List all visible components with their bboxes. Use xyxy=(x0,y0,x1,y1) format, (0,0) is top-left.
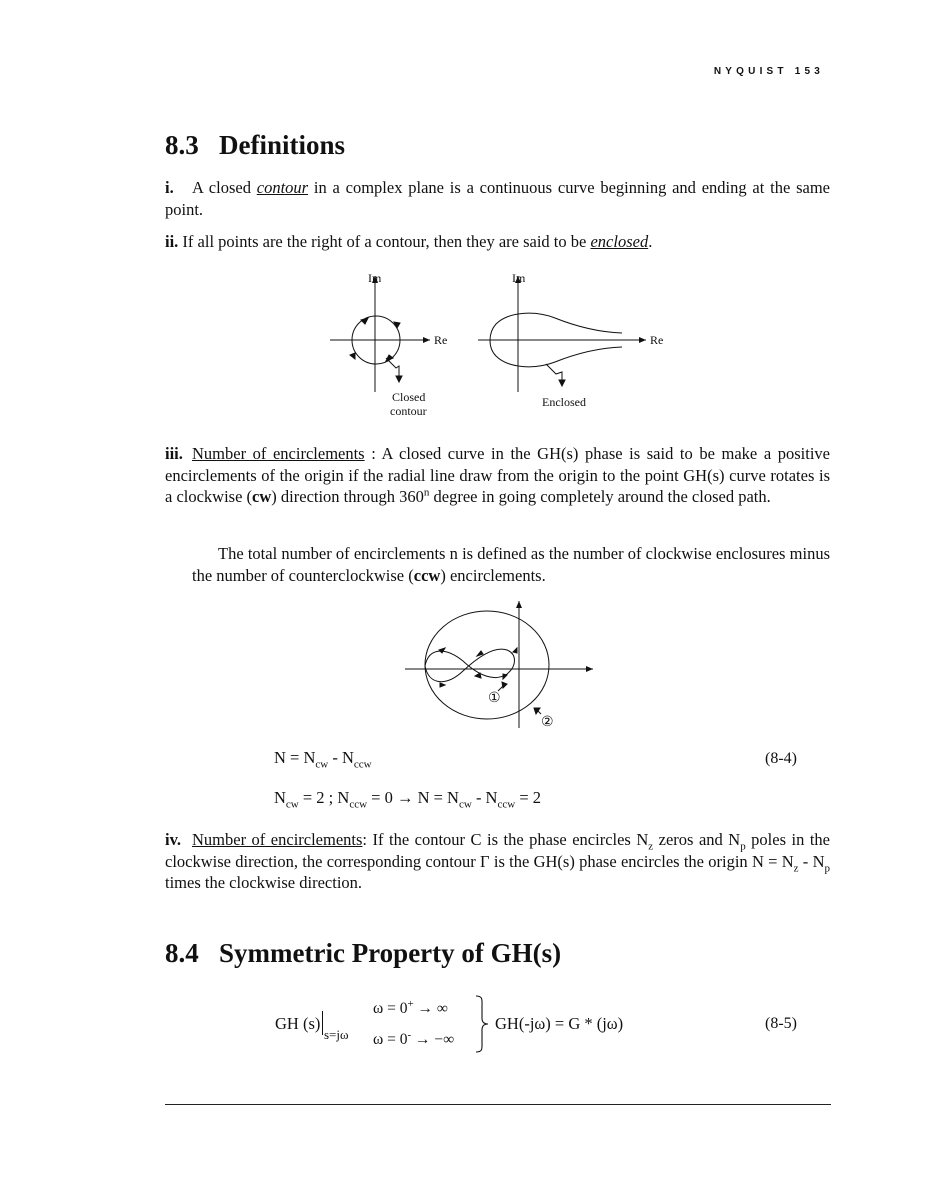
term-number-of-encirclements: Number of encirclements xyxy=(192,444,365,463)
paragraph-total-encirclements: The total number of encirclements n is defined as the number of clockwise enclosures minus the number of counterclockwise (ccw) encirclements. xyxy=(192,544,830,585)
item-label: iii. xyxy=(165,444,183,463)
arrowhead-icon xyxy=(475,673,481,678)
equation-8-5-lower-range: ω = 0- → −∞ xyxy=(373,1028,455,1048)
definition-item-i: i. A closed contour in a complex plane is a continuous curve beginning and ending at the same point. xyxy=(165,178,830,219)
right-brace xyxy=(474,994,490,1054)
caption-enclosed: Enclosed xyxy=(542,395,586,409)
term-number-of-encirclements: Number of encirclements xyxy=(192,830,363,849)
closed-contour-plot xyxy=(330,276,430,392)
arrowhead-icon xyxy=(350,353,355,359)
arrowhead-icon xyxy=(440,683,445,687)
caption-contour: contour xyxy=(390,404,427,418)
equation-8-5-lhs: GH (s) xyxy=(275,1014,321,1033)
evaluation-bar xyxy=(322,1011,323,1035)
outer-contour xyxy=(425,611,549,719)
enclosed-region-plot xyxy=(478,276,646,392)
footer-rule xyxy=(165,1104,831,1105)
item-label: iv. xyxy=(165,830,182,849)
im-label: Im xyxy=(512,271,526,285)
equation-8-4-line1: $N = N_{cw} - N_{ccw}$ xyxy=(274,748,372,771)
equation-8-5-upper-range: ω = 0+ → ∞ xyxy=(373,997,448,1017)
term-contour: contour xyxy=(256,178,309,197)
im-label: Im xyxy=(368,271,382,285)
item-label: i. xyxy=(165,178,174,197)
arrowhead-icon xyxy=(559,380,565,386)
figure-eight-contour xyxy=(425,649,515,682)
re-label: Re xyxy=(650,333,664,347)
section-title: Definitions xyxy=(219,130,346,160)
arrowhead-icon xyxy=(477,651,483,656)
section-heading-8-4 xyxy=(165,938,561,969)
re-label: Re xyxy=(434,333,448,347)
definition-item-ii: ii. If all points are the right of a contour, then they are said to be enclosed. xyxy=(165,232,653,251)
definition-item-iv: iv. Number of encirclements: If the contour C is the phase encircles $N_z$ zeros and $N_p$ poles in the clockwise direction, the corresponding contour Γ is the GH(s) phase encircles the origin $N = N_z - N_p$ times the clockwise direction. xyxy=(165,830,830,892)
arrowhead-icon xyxy=(503,674,507,679)
item-label: ii. xyxy=(165,232,179,251)
equation-number-8-5: (8-5) xyxy=(765,1015,797,1032)
arrowhead-icon xyxy=(396,376,402,382)
equation-8-5-rhs: GH(-jω) = G * (jω) xyxy=(495,1014,624,1033)
figure-encirclements xyxy=(395,596,605,736)
definition-item-iii: iii. Number of encirclements : A closed curve in the GH(s) phase is said to be make a positive encirclements of the origin if the radial line draw from the origin to the point GH(s) curve rotates is a clockwise (cw) direction through 360$^n$ degree in going completely around the closed path. xyxy=(165,444,830,506)
running-head: NYQUIST 153 xyxy=(713,66,824,77)
arrowhead-icon xyxy=(439,648,445,653)
marker-1: ① xyxy=(488,691,501,706)
section-number: 8.4 xyxy=(165,938,199,968)
term-enclosed: enclosed xyxy=(590,232,649,251)
arrowhead-icon xyxy=(502,682,507,688)
section-title: Symmetric Property of GH(s) xyxy=(219,938,562,968)
section-heading-8-3 xyxy=(165,130,345,161)
equation-number-8-4: (8-4) xyxy=(765,750,797,767)
marker-2: ② xyxy=(541,715,554,730)
arrowhead-icon xyxy=(513,648,517,653)
arrowhead-icon xyxy=(534,708,540,714)
caption-closed: Closed xyxy=(392,390,426,404)
equation-8-4-line2: $N_{cw} = 2$ ; $N_{ccw} = 0 \to N = N_{cw} - N_{ccw} = 2$ xyxy=(274,788,542,811)
equation-8-5-eval-subscript: s=jω xyxy=(324,1027,349,1042)
figure-closed-and-enclosed-contours xyxy=(300,262,680,427)
arrowhead-icon xyxy=(361,318,368,324)
section-number: 8.3 xyxy=(165,130,199,160)
